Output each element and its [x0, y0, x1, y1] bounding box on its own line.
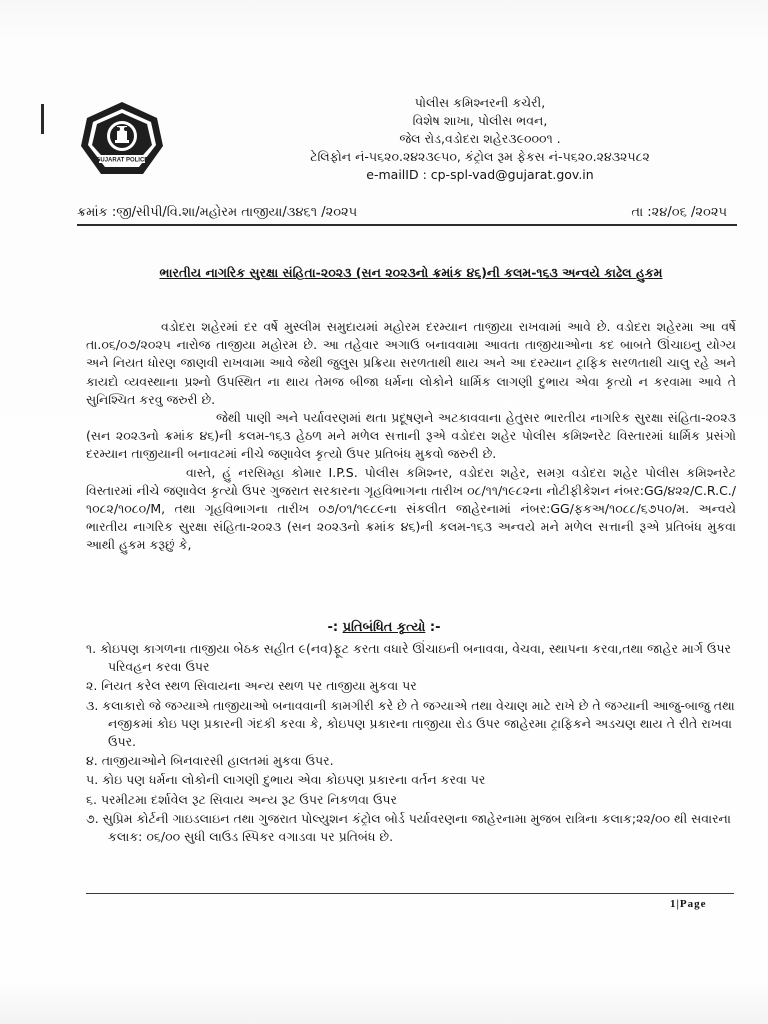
list-item: ૫. કોઇ પણ ધર્મના લોકોની લાગણી દુભાય એવા કોઇપણ પ્રકારના વર્તન કરવા પર: [86, 772, 486, 788]
margin-mark: [41, 104, 44, 134]
order-body: [86, 318, 736, 555]
heading-label: પ્રતિબંધિત કૃત્યો: [342, 620, 426, 635]
order-title: ભારતીય નાગરિક સુરક્ષા સંહિતા-૨૦૨૩ (સન ૨૦૨૩નો ક્રમાંક ૪૬)ની કલમ-૧૬૩ અન્વયે કાઢેલ હુકમ: [159, 265, 663, 280]
branch-name: વિશેષ શાખા, પોલીસ ભવન,: [412, 113, 548, 128]
prohibited-acts-heading: [0, 620, 768, 635]
list-item: ૩. કલાકારો જે જગ્યાએ તાજીયાઓ બનાવવાની કામગીરી કરે છે તે જગ્યાએ તથા વેચાણ માટે રાખે છે તે જગ્યાની આજુ-બાજુ તથા નજીકમાં કોઇ પણ પ્રકારની ગંદકી કરવા કે, કોઇપણ પ્રકારના તાજીયા રોડ ઉપર જાહેરમા ટ્રાફિકને અડચણ થાય તે રીતે રાખવા ઉપર.: [86, 697, 735, 750]
list-item: ૧. કોઇપણ કાગળના તાજીયા બેઠક સહીત ૯(નવ)ફૂટ કરતા વધારે ઊંચાઇની બનાવવા, વેચવા, સ્થાપના કરવા,તથા જાહેર માર્ગ ઉપર પરિવહન કરવા ઉપર: [86, 641, 731, 675]
reference-date: તા :૨૪/૦૬ /૨૦૨૫: [631, 205, 727, 220]
svg-text:GUJARAT POLICE: GUJARAT POLICE: [95, 157, 149, 164]
paragraph-intro: વડોદરા શહેરમાં દર વર્ષે મુસ્લીમ સમુદાયમાં મહોરમ દરમ્યાન તાજીયા રાખવામાં આવે છે. વડોદરા શહેરમા આ વર્ષે તા.૦૬/૦૭/૨૦૨૫ નારોજ તાજીયા મહોરમ છે. આ તહેવાર અગાઉ બનાવવામા આવતા તાજીયાઓના કદ બાબતે ઊંચાઇનુ યોગ્ય અને નિયત ધોરણ જાણવી રાખવામા આવે જેથી જુલુસ પ્રક્રિયા સરળતાથી થાય અને આ દરમ્યાન ટ્રાફિક સરળતાથી ચાલુ રહે અને કાયદો વ્યવસ્થાના પ્રશ્નો ઉપસ્થિત ના થાય તેમજ બીજા ધર્મના લોકોને ધાર્મિક લાગણી દુભાય એવા કૃત્યો ન કરવામા આવે તે સુનિશ્ચિત કરવુ જરુરી છે.: [86, 319, 736, 407]
list-item: ૭. સુપ્રિમ કોર્ટની ગાઇડલાઇન તથા ગુજરાત પોલ્યુશન કંટ્રોલ બોર્ડ પર્યાવરણના જાહેરનામા મુજબ રાત્રિના કલાક;૨૨/૦૦ થી સવારના કલાક: ૦૬/૦૦ સુધી લાઉડ સ્પિકર વગાડવા પર પ્રતિબંધ છે.: [86, 810, 731, 845]
footer-divider: [86, 893, 734, 894]
list-item: ૨. નિયત કરેલ સ્થળ સિવાયના અન્ય સ્થળ પર તાજીયા મુકવા પર: [86, 678, 417, 694]
heading-prefix: -:: [327, 620, 343, 635]
paragraph-purpose: જેથી પાણી અને પર્યાવરણમાં થતા પ્રદૂષણને અટકાવવાના હેતુસર ભારતીય નાગરિક સુરક્ષા સંહિતા-૨૦૨૩ (સન ૨૦૨૩નો ક્રમાંક ૪૬)ની કલમ-૧૬૩ હેઠળ મને મળેલ સત્તાની રૂએ વડોદરા શહેર પોલીસ કમિશ્નરેટ વિસ્તારમાં ધાર્મિક પ્રસંગો દરમ્યાન તાજીયાની બનાવટમાં નીચે જણાવેલ કૃત્યો ઉપર પ્રતિબંધ મુકવો જરુરી છે.: [86, 410, 736, 462]
office-name: પોલીસ કમિશ્નરની કચેરી,: [414, 95, 546, 110]
gujarat-police-emblem-icon: [79, 100, 165, 180]
paragraph-order: વાસ્તે, હું નરસિમ્હા કોમાર I.P.S. પોલીસ કમિશ્નર, વડોદરા શહેર, સમગ્ર વડોદરા શહેર પોલીસ કમિશ્નરેટ વિસ્તારમાં નીચે જણાવેલ કૃત્યો ઉપર ગુજરાત સરકારના ગૃહવિભાગના તારીખ ૦૮/૧૧/૧૯૮૨ના નોટીફીકેશન નંબર:GG/૪૨૨/C.R.C./૧૦૮૨/૧૦૮૦/M, તથા ગૃહવિભાગના તારીખ ૦૭/૦૧/૧૯૮૯ના સંકલીત જાહેરનામાં નંબર:GG/ફકઅ/૧૦૮૮/૬૭૫૦/મ. અન્વયે ભારતીય નાગરિક સુરક્ષા સંહિતા-૨૦૨૩ (સન ૨૦૨૩નો ક્રમાંક ૪૬)ની કલમ-૧૬૩ અન્વયે મને મળેલ સત્તાની રૂએ પ્રતિબંધ મુકવા આથી હુકમ કરૂછું કે,: [86, 464, 736, 553]
prohibited-acts-list: [86, 640, 738, 847]
office-phone: ટેલિફોન નં-૫૬૨૦.૨૪૨૩૯૫૦, કંટ્રોલ રૂમ ફેકસ નં-૫૬૨૦.૨૪૩૨૫૮૨: [310, 149, 650, 164]
list-item: ૬. પરમીટમા દર્શાવેલ રૂટ સિવાય અન્ય રૂટ ઉપર નિકળવા ઉપર: [86, 791, 397, 807]
reference-line: [77, 205, 727, 223]
heading-suffix: :-: [425, 620, 441, 635]
page-number: 1|Page: [670, 898, 707, 910]
list-item: ૪. તાજીયાઓને બિનવારસી હાલતમાં મુકવા ઉપર.: [86, 753, 334, 769]
office-address: જેલ રોડ,વડોદરા શહેર૩૯૦૦૦૧ .: [399, 131, 561, 146]
office-email: e-mailID : cp-spl-vad@gujarat.gov.in: [366, 167, 594, 182]
office-letterhead: [230, 94, 730, 184]
reference-divider: [77, 224, 737, 226]
reference-number: ક્રમાંક :જી/સીપી/વિ.શા/મહોરમ તાજીયા/૩૪૬૧ /૨૦૨૫: [77, 205, 358, 220]
